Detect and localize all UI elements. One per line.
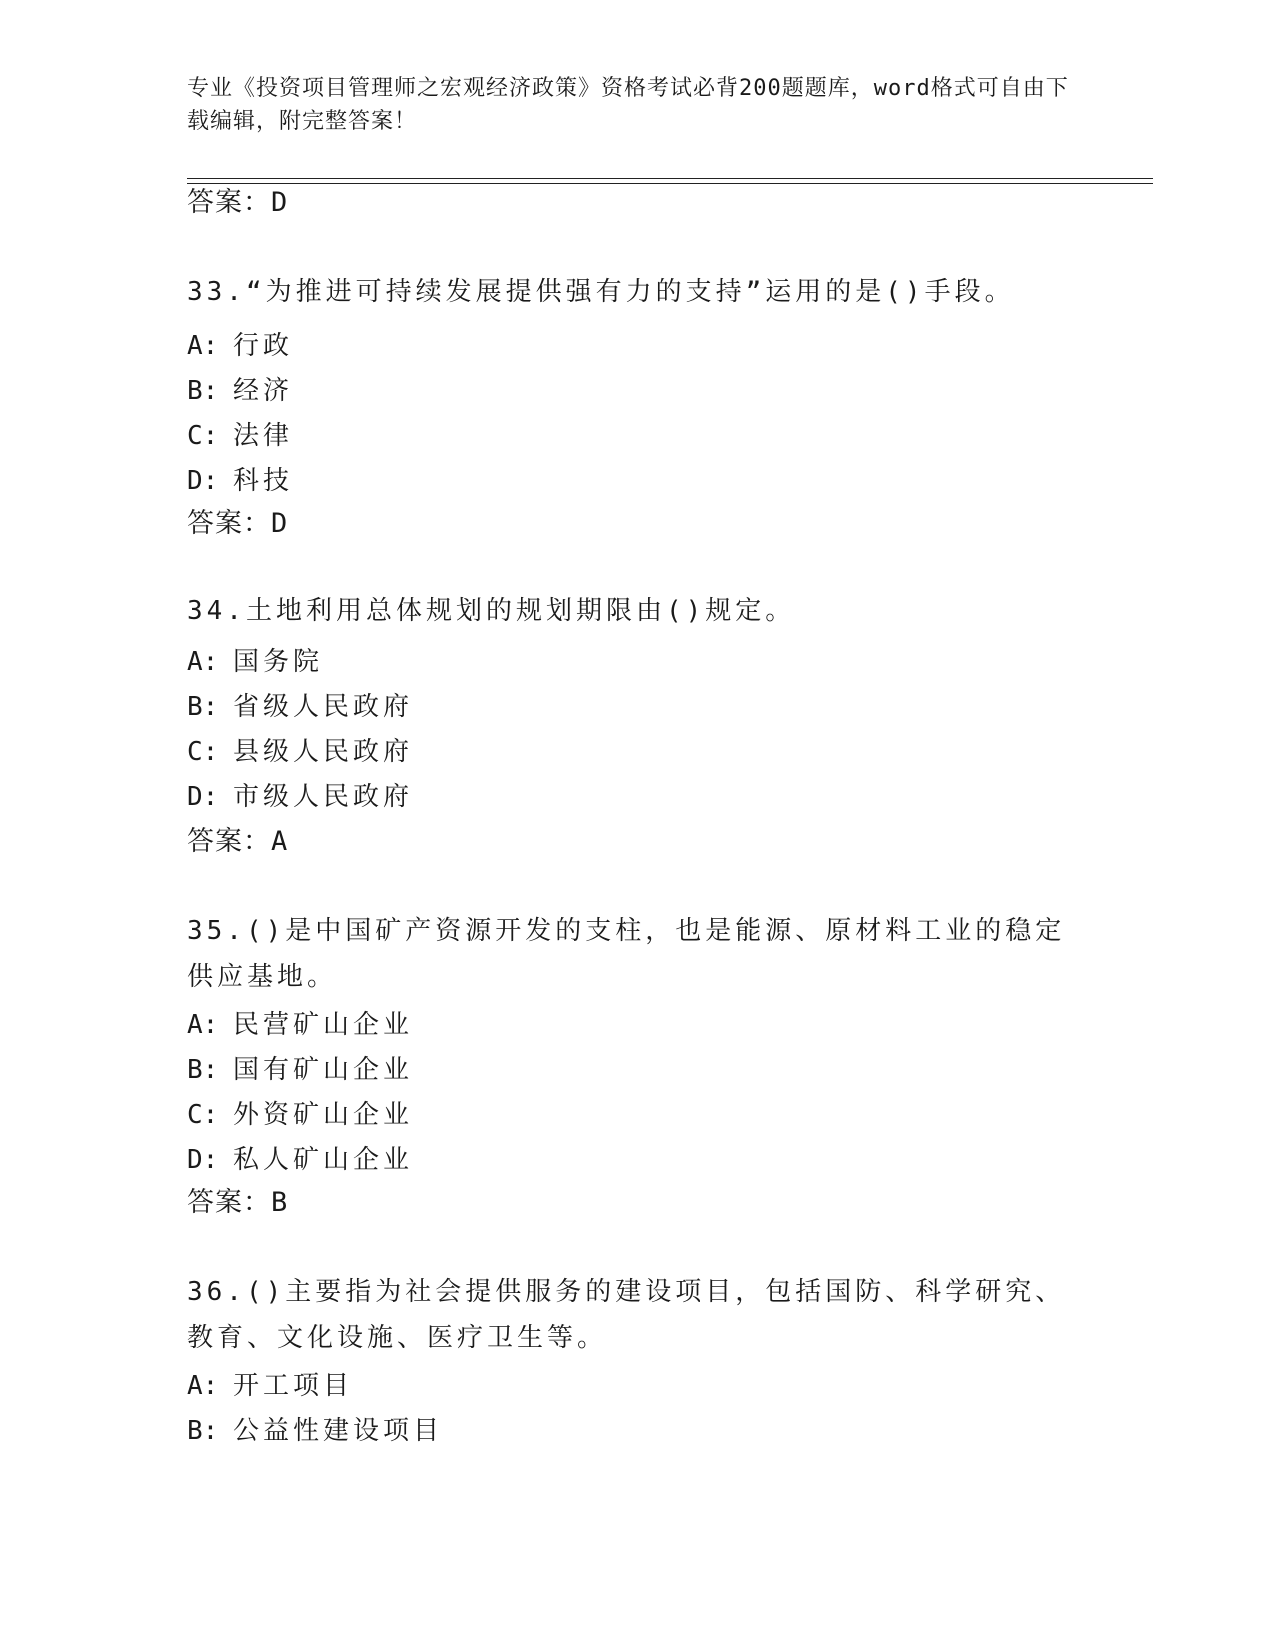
q33-option-b [187,374,293,408]
q33-option-c [187,419,293,453]
option-text: 法律 [233,421,294,451]
option-letter: C: [187,421,219,451]
option-letter: B: [187,1055,219,1085]
option-letter: A: [187,331,219,361]
option-text: 县级人民政府 [233,737,414,767]
q36-option-a [187,1369,353,1403]
option-text: 科技 [233,466,294,496]
q35-option-c [187,1098,413,1132]
option-letter: A: [187,1371,219,1401]
option-text: 市级人民政府 [233,782,414,812]
q35-option-b [187,1053,413,1087]
option-letter: B: [187,1416,219,1446]
question-34-text: 34.土地利用总体规划的规划期限由()规定。 [187,596,796,626]
q34-option-d [187,780,413,814]
q35-answer: 答案：B [187,1187,289,1218]
option-text: 国务院 [233,647,324,677]
option-letter: D: [187,1145,219,1175]
option-text: 省级人民政府 [233,692,414,722]
option-text: 民营矿山企业 [233,1010,414,1040]
q35-option-a [187,1008,413,1042]
option-letter: B: [187,376,219,406]
option-text: 开工项目 [233,1371,354,1401]
option-letter: C: [187,737,219,767]
question-36-text: 36.()主要指为社会提供服务的建设项目，包括国防、科学研究、教育、文化设施、医疗卫生等。 [187,1277,1066,1353]
q34-option-c [187,735,413,769]
q34-answer: 答案：A [187,826,289,857]
question-35-text: 35.()是中国矿产资源开发的支柱，也是能源、原材料工业的稳定供应基地。 [187,916,1066,992]
option-letter: D: [187,466,219,496]
q33-option-d [187,464,293,498]
option-letter: B: [187,692,219,722]
q34-option-a [187,645,323,679]
question-33-text: 33.“为推进可持续发展提供强有力的支持”运用的是()手段。 [187,277,1015,307]
header-double-rule [187,178,1153,184]
q35-option-d [187,1143,413,1177]
option-letter: A: [187,1010,219,1040]
option-text: 公益性建设项目 [233,1416,444,1446]
option-letter: A: [187,647,219,677]
q33-answer: 答案：D [187,508,289,539]
option-letter: D: [187,782,219,812]
option-text: 经济 [233,376,294,406]
option-text: 外资矿山企业 [233,1100,414,1130]
q34-option-b [187,690,413,724]
q33-option-a [187,329,293,363]
option-letter: C: [187,1100,219,1130]
option-text: 国有矿山企业 [233,1055,414,1085]
option-text: 行政 [233,331,294,361]
q36-option-b [187,1414,443,1448]
page-header-text: 专业《投资项目管理师之宏观经济政策》资格考试必背200题题库，word格式可自由下载编辑，附完整答案！ [187,76,1069,134]
option-text: 私人矿山企业 [233,1145,414,1175]
answer-previous: 答案：D [187,187,289,218]
